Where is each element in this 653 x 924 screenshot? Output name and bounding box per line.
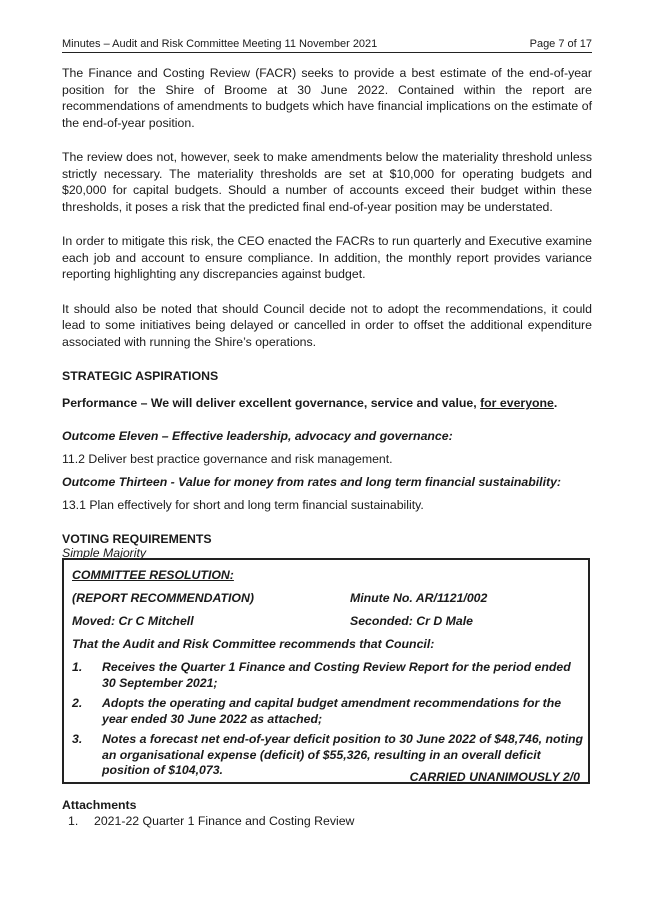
seconded-by: Seconded: Cr D Male: [350, 614, 473, 628]
resolution-item: Receives the Quarter 1 Finance and Costing Review Report for the period ended 30 September 2021;: [102, 660, 571, 690]
resolution-item-number: 1.: [72, 660, 83, 674]
paragraph-mitigation: In order to mitigate this risk, the CEO enacted the FACRs to run quarterly and Executive examine each job and account to ensure compliance. In addition, the monthly report provides variance reporting highlighting any discrepancies against budget.: [62, 234, 592, 281]
minute-number: Minute No. AR/1121/002: [350, 591, 488, 605]
performance-underlined: for everyone: [480, 396, 554, 410]
attachment-title[interactable]: 2021-22 Quarter 1 Finance and Costing Review: [94, 814, 355, 828]
moved-by: Moved: Cr C Mitchell: [72, 614, 194, 628]
paragraph-facr-intro: The Finance and Costing Review (FACR) seeks to provide a best estimate of the end-of-year position for the Shire of Broome at 30 June 2022. Contained within the report are recommendations of amendments to budgets which have financial implications on the estimate of the end-of-year position.: [62, 66, 592, 130]
attachment-number: 1.: [68, 814, 79, 828]
voting-requirement-value: Simple Majority: [62, 546, 147, 560]
resolution-intro: That the Audit and Risk Committee recommends that Council:: [72, 637, 435, 651]
carried-status: CARRIED UNANIMOUSLY 2/0: [409, 770, 580, 784]
body-content: [62, 65, 592, 560]
strategic-aspirations-heading: STRATEGIC ASPIRATIONS: [62, 369, 219, 383]
header-title: Minutes – Audit and Risk Committee Meeting 11 November 2021: [62, 38, 378, 50]
resolution-title: COMMITTEE RESOLUTION:: [72, 568, 234, 582]
resolution-item: Notes a forecast net end-of-year deficit position to 30 June 2022 of $48,746, noting an organisational expense (deficit) of $55,326, resulting in an overall deficit position of $104,073.: [102, 732, 584, 777]
outcome-thirteen: Outcome Thirteen - Value for money from rates and long term financial sustainability:: [62, 475, 562, 489]
performance-text: Performance – We will deliver excellent governance, service and value,: [62, 396, 481, 410]
attachments-heading: Attachments: [62, 798, 137, 812]
performance-end: .: [553, 396, 558, 410]
outcome-thirteen-item: 13.1 Plan effectively for short and long term financial sustainability.: [62, 498, 424, 512]
performance-statement: [62, 396, 592, 410]
resolution-item-number: 3.: [72, 732, 83, 746]
committee-resolution-box: [62, 558, 590, 784]
resolution-item: Adopts the operating and capital budget amendment recommendations for the year ended 30 June 2022 as attached;: [102, 696, 562, 726]
page-number: Page 7 of 17: [529, 38, 592, 50]
page-header: [62, 38, 592, 53]
attachment-item[interactable]: [68, 814, 354, 828]
outcome-eleven: Outcome Eleven – Effective leadership, advocacy and governance:: [62, 429, 453, 443]
voting-requirements-heading: VOTING REQUIREMENTS: [62, 532, 212, 546]
paragraph-council-note: It should also be noted that should Council decide not to adopt the recommendations, it could lead to some initiatives being delayed or cancelled in order to offset the additional expenditure associated with running the Shire’s operations.: [62, 301, 592, 349]
report-recommendation: (REPORT RECOMMENDATION): [72, 591, 254, 605]
paragraph-materiality: The review does not, however, seek to make amendments below the materiality threshold unless strictly necessary. The materiality thresholds are set at $10,000 for operating budgets and $20,000 for capital budgets. Should a number of accounts exceed their budget within these thresholds, it poses a risk that the predicted final end-of-year position may be understated.: [62, 150, 592, 214]
resolution-item-number: 2.: [72, 696, 83, 710]
outcome-eleven-item: 11.2 Deliver best practice governance and risk management.: [62, 452, 393, 466]
